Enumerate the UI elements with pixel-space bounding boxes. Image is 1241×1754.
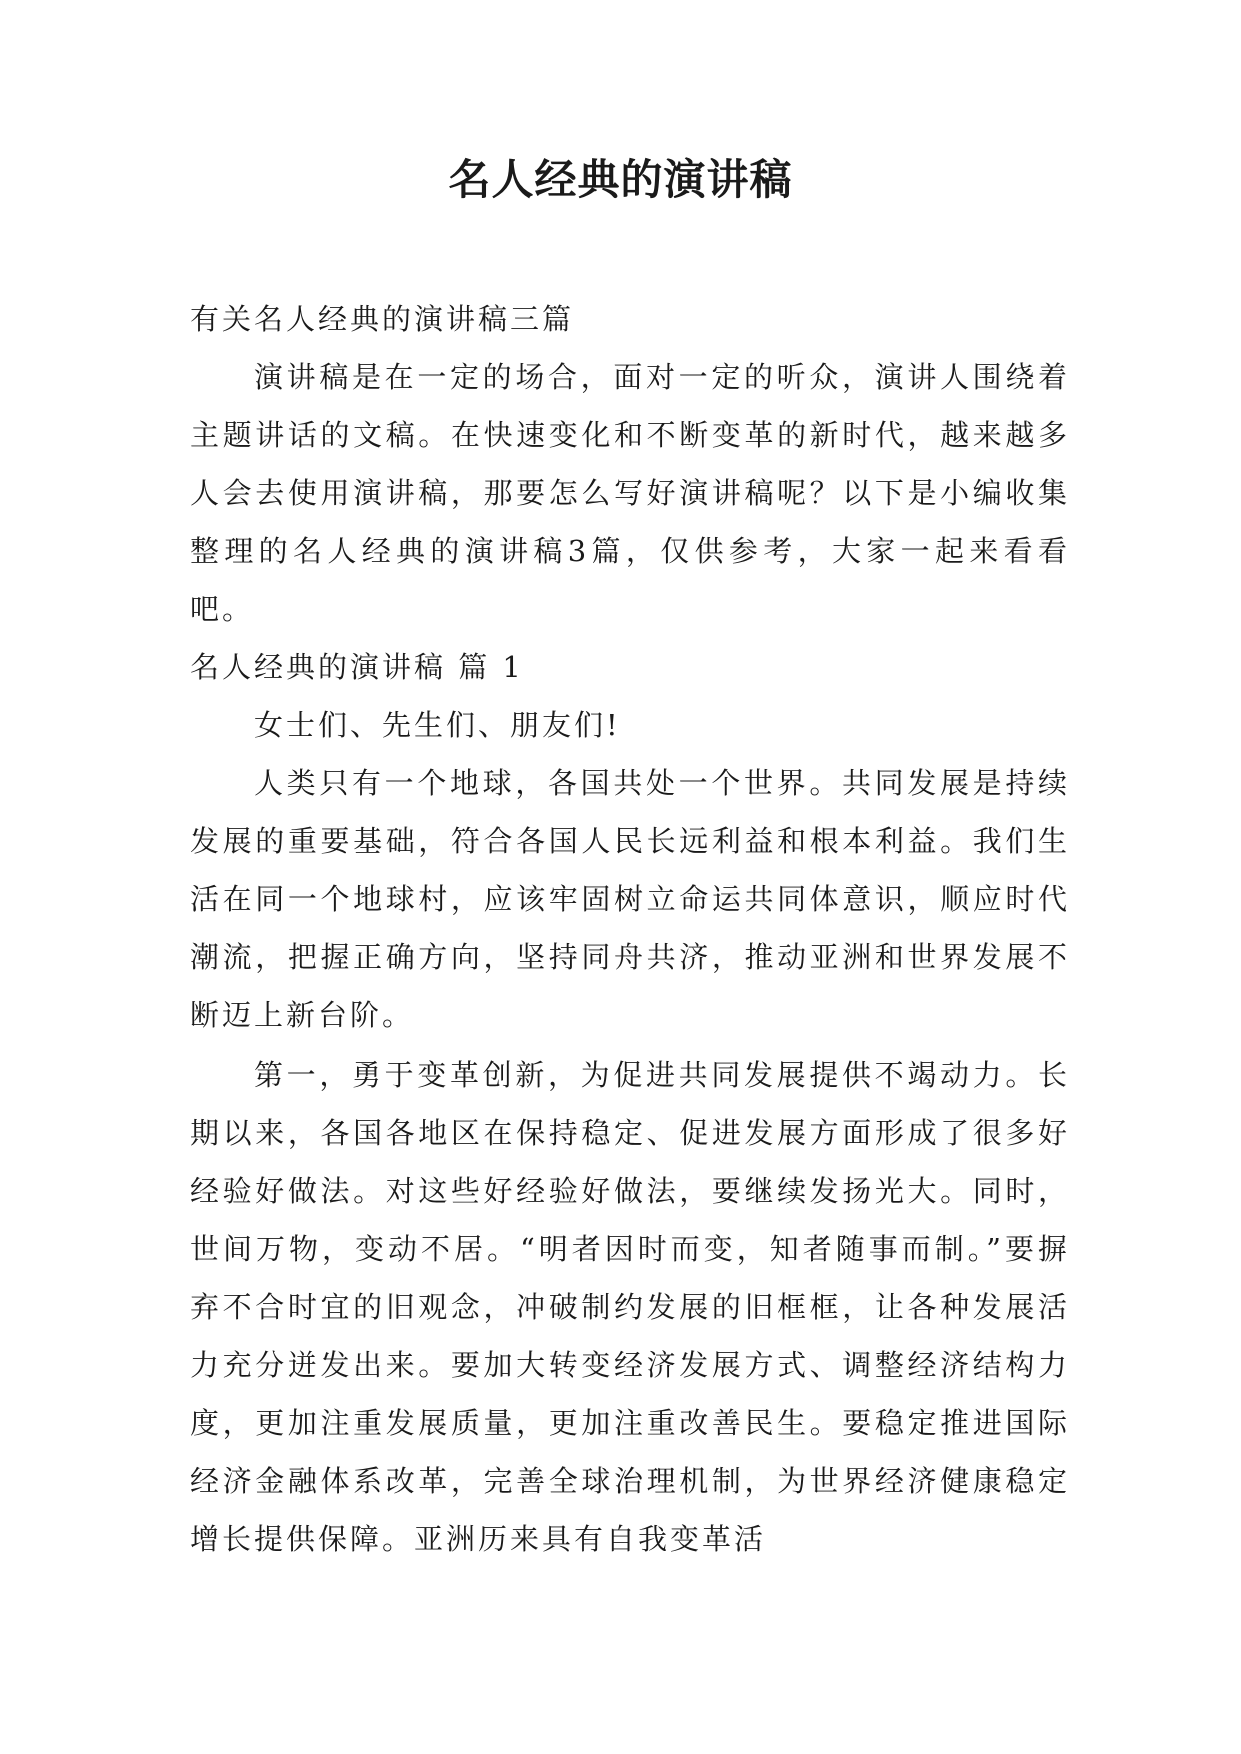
salutation: 女士们、先生们、朋友们! (254, 708, 621, 742)
document-title: 名人经典的演讲稿 (448, 155, 793, 204)
document-subtitle: 有关名人经典的演讲稿三篇 (190, 302, 575, 336)
document-body (190, 290, 1070, 1568)
section-heading: 名人经典的演讲稿 篇 1 (190, 650, 524, 684)
intro-paragraph: 演讲稿是在一定的场合，面对一定的听众，演讲人围绕着主题讲话的文稿。在快速变化和不断变革的新时代，越来越多人会去使用演讲稿，那要怎么写好演讲稿呢？以下是小编收集整理的名人经典的演讲稿3篇，仅供参考，大家一起来看看吧。 (190, 360, 1070, 626)
paragraph-1: 人类只有一个地球，各国共处一个世界。共同发展是持续发展的重要基础，符合各国人民长远利益和根本利益。我们生活在同一个地球村，应该牢固树立命运共同体意识，顺应时代潮流，把握正确方向，坚持同舟共济，推动亚洲和世界发展不断迈上新台阶。 (190, 766, 1070, 1032)
paragraph-2: 第一，勇于变革创新，为促进共同发展提供不竭动力。长期以来，各国各地区在保持稳定、促进发展方面形成了很多好经验好做法。对这些好经验好做法，要继续发扬光大。同时，世间万物，变动不居。“明者因时而变，知者随事而制。”要摒弃不合时宜的旧观念，冲破制约发展的旧框框，让各种发展活力充分迸发出来。要加大转变经济发展方式、调整经济结构力度，更加注重发展质量，更加注重改善民生。要稳定推进国际经济金融体系改革，完善全球治理机制，为世界经济健康稳定增长提供保障。亚洲历来具有自我变革活 (190, 1058, 1070, 1556)
